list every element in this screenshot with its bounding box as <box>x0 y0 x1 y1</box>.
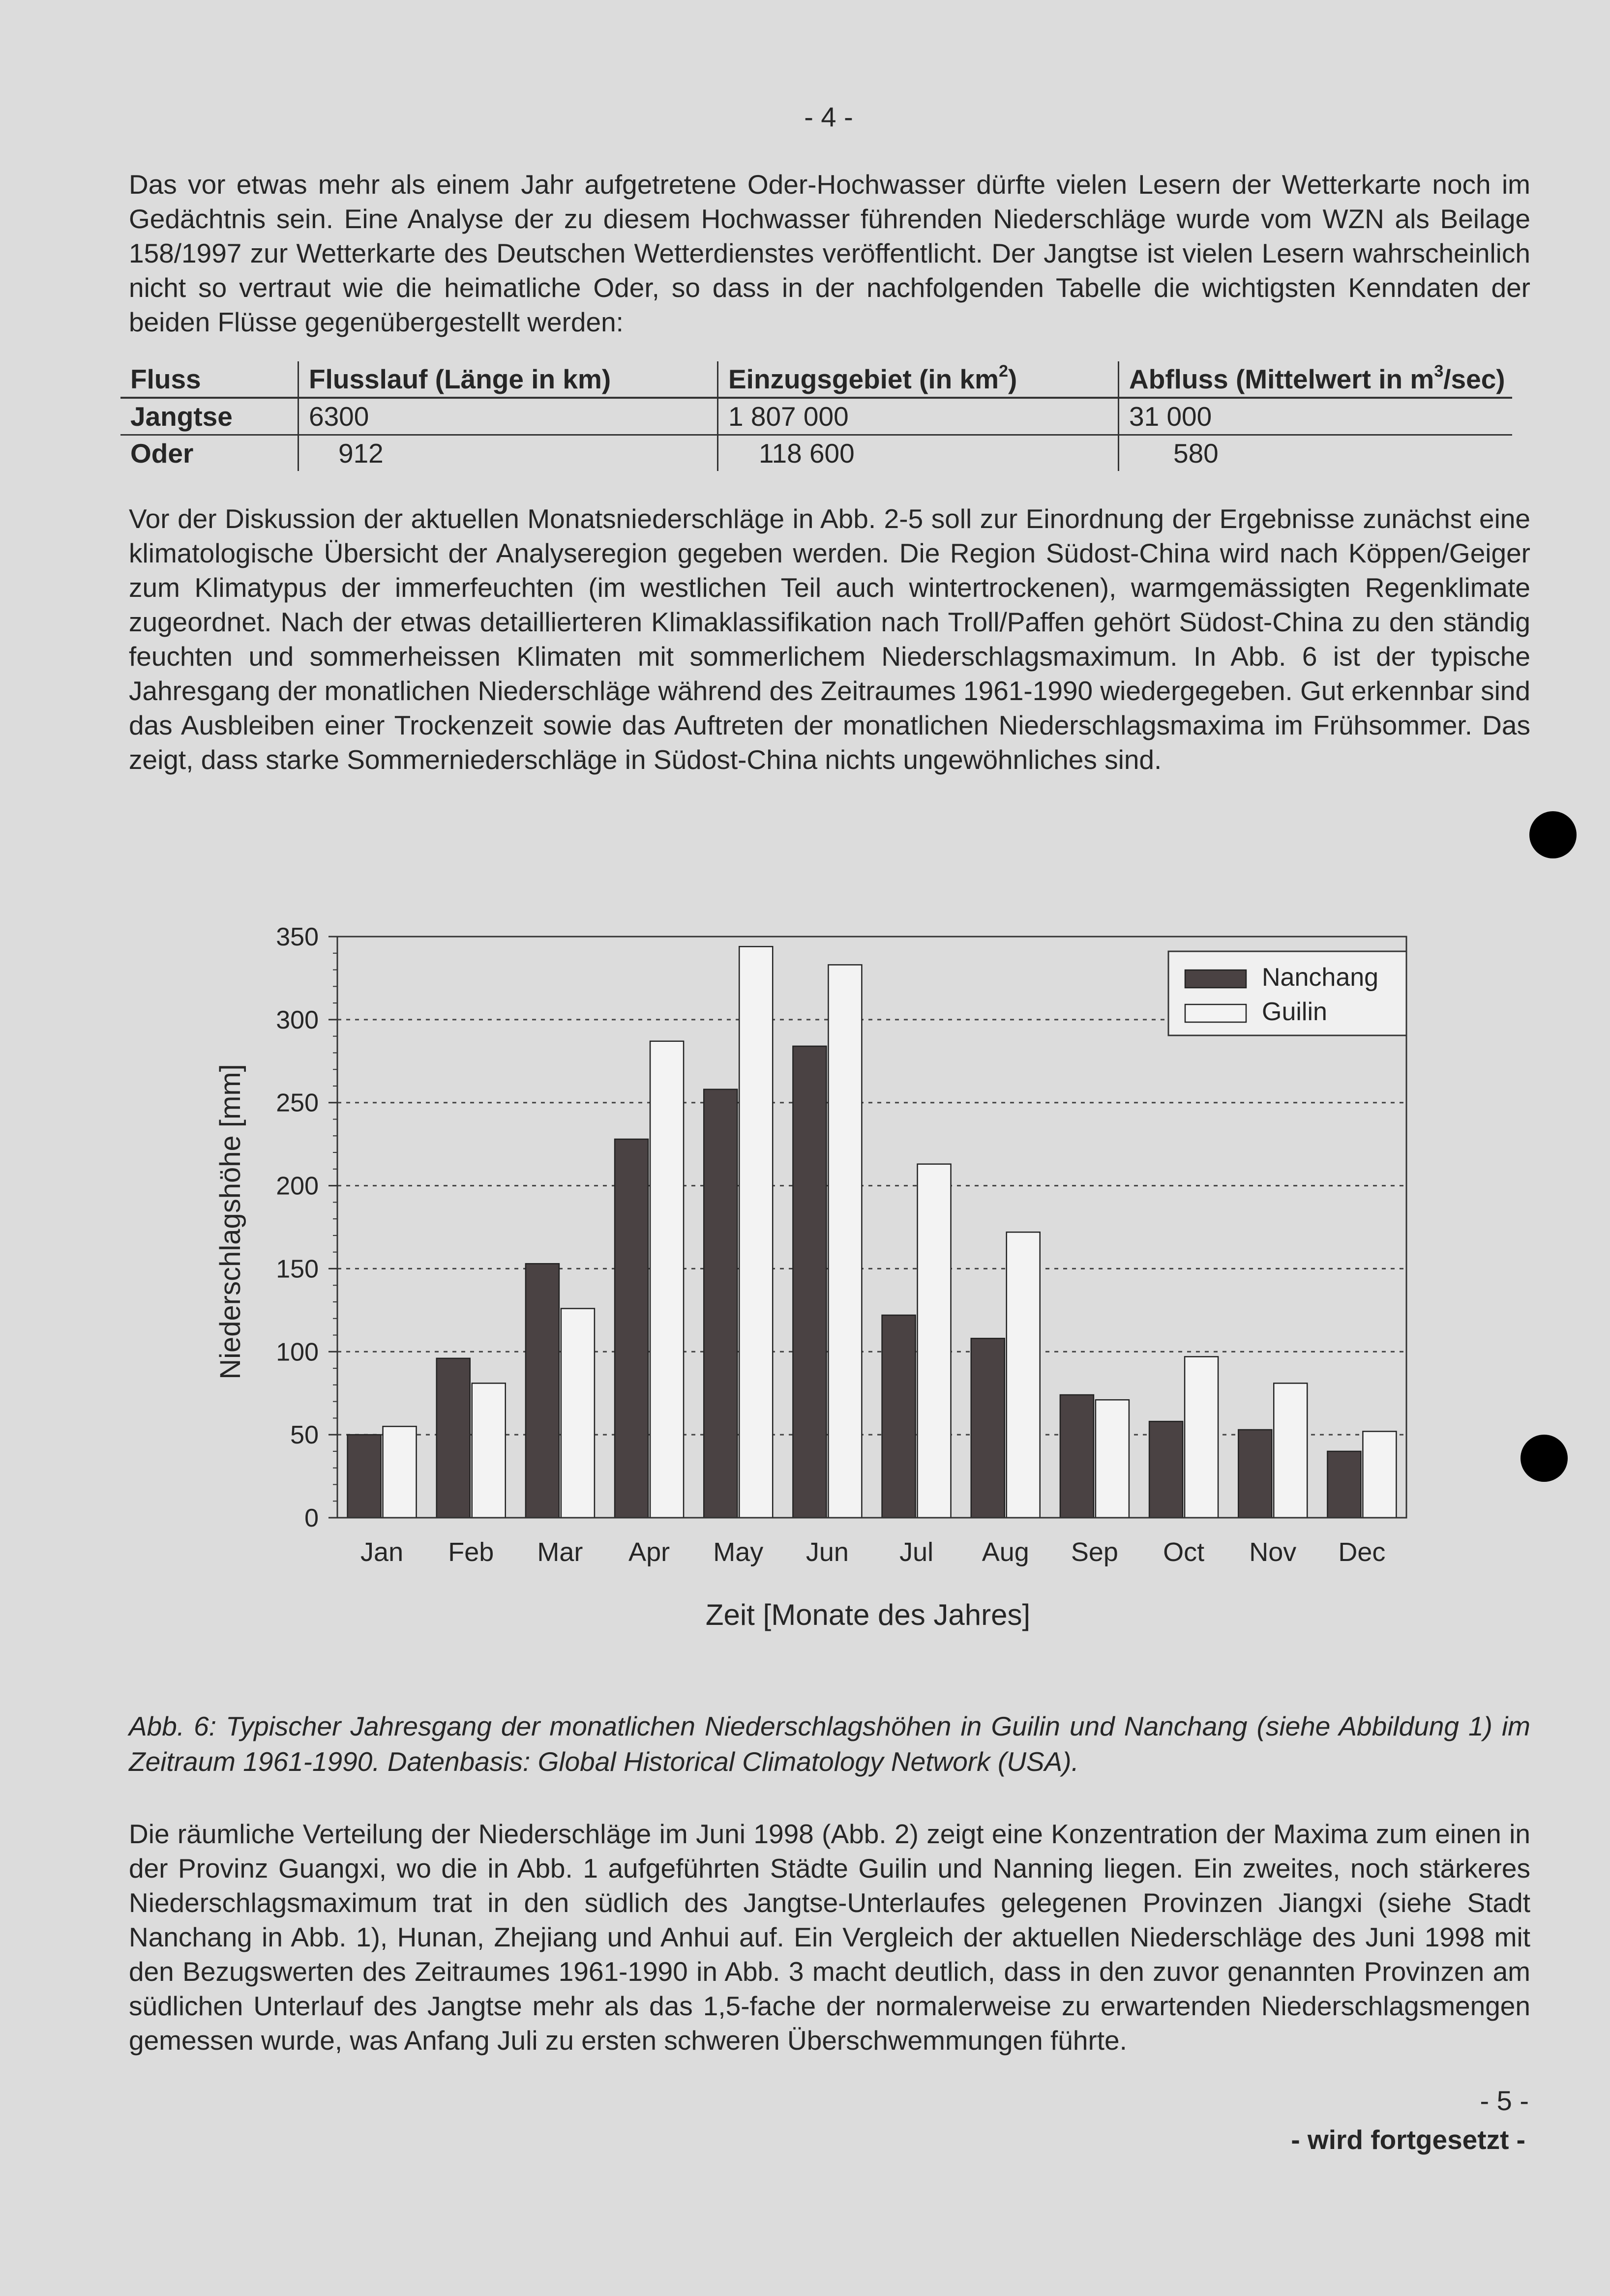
y-tick-label: 300 <box>276 1005 319 1034</box>
legend-swatch-guilin <box>1185 1004 1246 1022</box>
bar-nanchang-sep <box>1060 1395 1094 1518</box>
y-tick-label: 350 <box>276 923 319 951</box>
x-tick-label: Jun <box>805 1537 849 1567</box>
x-tick-label: Nov <box>1249 1537 1297 1567</box>
bar-nanchang-nov <box>1238 1430 1272 1518</box>
intro-paragraph-text: Das vor etwas mehr als einem Jahr aufgetretene Oder-Hochwasser dürfte vielen Lesern der Wetterkarte noch im Gedächtnis sein. Eine Analyse der zu diesem Hochwasser führenden Niederschläge wurde vom WZN als Beilage 158/1997 zur Wetterkarte des Deutschen Wetterdienstes veröffentlicht. Der Jangtse ist vielen Lesern wahrscheinlich nicht so vertraut wie die heimatliche Oder, so dass in der nachfolgenden Tabelle die wichtigsten Kenndaten der beiden Flüsse gegenübergestellt werden: <box>129 169 1530 337</box>
figure-caption: Abb. 6: Typischer Jahresgang der monatlichen Niederschlagshöhen in Guilin und Nanchang (siehe Abbildung 1) im Zeitraum 1961-1990. Datenbasis: Global Historical Climatology Network (USA). <box>129 1711 1530 1777</box>
climate-paragraph-text: Vor der Diskussion der aktuellen Monatsniederschläge in Abb. 2-5 soll zur Einordnung der Ergebnisse zunächst eine klimatologische Übersicht der Analyseregion gegeben werden. Die Region Südost-China wird nach Köppen/Geiger zum Klimatypus der immerfeuchten (im westlichen Teil auch wintertrockenen), warmgemässigten Regenklimate zugeordnet. Nach der etwas detaillierteren Klimaklassifikation nach Troll/Paffen gehört Südost-China zu den ständig feuchten und sommerheissen Klimaten mit sommerlichem Niederschlagsmaximum. In Abb. 6 ist der typische Jahresgang der monatlichen Niederschläge während des Zeitraumes 1961-1990 wiedergegeben. Gut erkennbar sind das Ausbleiben einer Trockenzeit sowie das Auftreten der monatlichen Niederschlagsmaxima im Frühsommer. Das zeigt, dass starke Sommerniederschläge in Südost-China nichts ungewöhnliches sind. <box>129 503 1530 775</box>
header-discharge-end: /sec) <box>1443 364 1505 394</box>
header-discharge-label: Abfluss (Mittelwert in m <box>1129 364 1434 394</box>
y-tick-label: 50 <box>290 1421 319 1450</box>
y-tick-label: 100 <box>276 1338 319 1367</box>
bar-guilin-apr <box>650 1041 684 1518</box>
legend-label-nanchang: Nanchang <box>1262 963 1379 992</box>
punch-hole-icon <box>1529 811 1577 858</box>
chart-legend <box>1168 951 1406 1035</box>
bar-nanchang-apr <box>615 1139 648 1518</box>
header-fluss: Fluss <box>120 361 298 398</box>
distribution-paragraph-text: Die räumliche Verteilung der Niederschläge im Juni 1998 (Abb. 2) zeigt eine Konzentration der Maxima zum einen in der Provinz Guangxi, wo die in Abb. 1 aufgeführten Städte Guilin und Nanning liegen. Ein zweites, noch stärkeres Niederschlagsmaximum trat in den südlich des Jangtse-Unterlaufes gelegenen Provinzen Jiangxi (siehe Stadt Nanchang in Abb. 1), Hunan, Zhejiang und Anhui auf. Ein Vergleich der aktuellen Niederschläge des Juni 1998 mit den Bezugswerten des Zeitraumes 1961-1990 in Abb. 3 macht deutlich, dass in den zuvor genannten Provinzen am südlichen Unterlauf des Jangtse mehr als das 1,5-fache der normalerweise zu erwartenden Niederschlagsmengen gemessen wurde, was Anfang Juli zu ersten schweren Überschwemmungen führte. <box>129 1819 1530 2056</box>
header-catchment-sup: 2 <box>999 362 1008 381</box>
x-tick-label: Oct <box>1163 1537 1205 1567</box>
page-number: - 4 - <box>804 101 853 132</box>
y-tick-label: 200 <box>276 1172 319 1201</box>
river-discharge: 31 000 <box>1119 398 1513 435</box>
bar-nanchang-aug <box>971 1338 1005 1518</box>
continued-note: - wird fortgesetzt - <box>1291 2124 1525 2155</box>
bar-nanchang-jul <box>882 1315 916 1518</box>
river-discharge: 580 <box>1119 435 1513 471</box>
next-page-number: - 5 - <box>1480 2085 1529 2116</box>
x-tick-label: Jan <box>360 1537 404 1567</box>
river-length: 912 <box>298 435 718 471</box>
bar-guilin-sep <box>1096 1400 1129 1518</box>
bar-guilin-dec <box>1363 1431 1396 1518</box>
bar-guilin-aug <box>1007 1232 1040 1518</box>
chart-ylabel: Niederschlagshöhe [mm] <box>214 1064 246 1380</box>
river-catchment: 1 807 000 <box>718 398 1119 435</box>
bar-nanchang-dec <box>1327 1451 1361 1518</box>
river-name: Jangtse <box>120 398 298 435</box>
chart-gridlines <box>337 1020 1406 1435</box>
header-catchment-end: ) <box>1008 364 1017 394</box>
river-catchment: 118 600 <box>718 435 1119 471</box>
header-length-label: Flusslauf (Länge in km) <box>309 364 611 394</box>
y-tick-label: 250 <box>276 1089 319 1118</box>
x-tick-label: Dec <box>1338 1537 1386 1567</box>
x-tick-label: Mar <box>537 1537 583 1567</box>
bar-guilin-jan <box>383 1426 417 1518</box>
river-name: Oder <box>130 438 194 469</box>
bar-nanchang-oct <box>1149 1421 1183 1518</box>
bar-nanchang-mar <box>526 1264 559 1518</box>
legend-label-guilin: Guilin <box>1262 998 1327 1026</box>
x-tick-label: Sep <box>1071 1537 1118 1567</box>
bar-guilin-oct <box>1185 1356 1218 1518</box>
bar-nanchang-jan <box>348 1435 381 1518</box>
chart-xlabel: Zeit [Monate des Jahres] <box>705 1598 1031 1631</box>
y-tick-label: 150 <box>276 1255 319 1284</box>
bar-guilin-jun <box>828 965 862 1518</box>
header-catchment-label: Einzugsgebiet (in km <box>728 364 999 394</box>
bar-guilin-jul <box>918 1164 951 1518</box>
x-tick-label: Apr <box>628 1537 670 1567</box>
punch-hole-icon <box>1521 1435 1568 1482</box>
header-discharge-sup: 3 <box>1434 362 1444 381</box>
bar-guilin-mar <box>561 1308 595 1518</box>
legend-swatch-nanchang <box>1185 970 1246 988</box>
bar-guilin-nov <box>1274 1383 1307 1518</box>
x-tick-label: Aug <box>982 1537 1029 1567</box>
x-tick-label: Jul <box>899 1537 934 1567</box>
distribution-paragraph <box>129 1817 1530 2058</box>
bar-nanchang-feb <box>437 1358 470 1518</box>
bar-guilin-feb <box>472 1383 506 1518</box>
y-tick-label: 0 <box>304 1504 319 1532</box>
river-length: 6300 <box>298 398 718 435</box>
bar-nanchang-jun <box>793 1046 826 1518</box>
x-tick-label: Feb <box>448 1537 494 1567</box>
bar-guilin-may <box>739 946 773 1518</box>
x-tick-label: May <box>713 1537 764 1567</box>
bar-nanchang-may <box>704 1089 737 1518</box>
